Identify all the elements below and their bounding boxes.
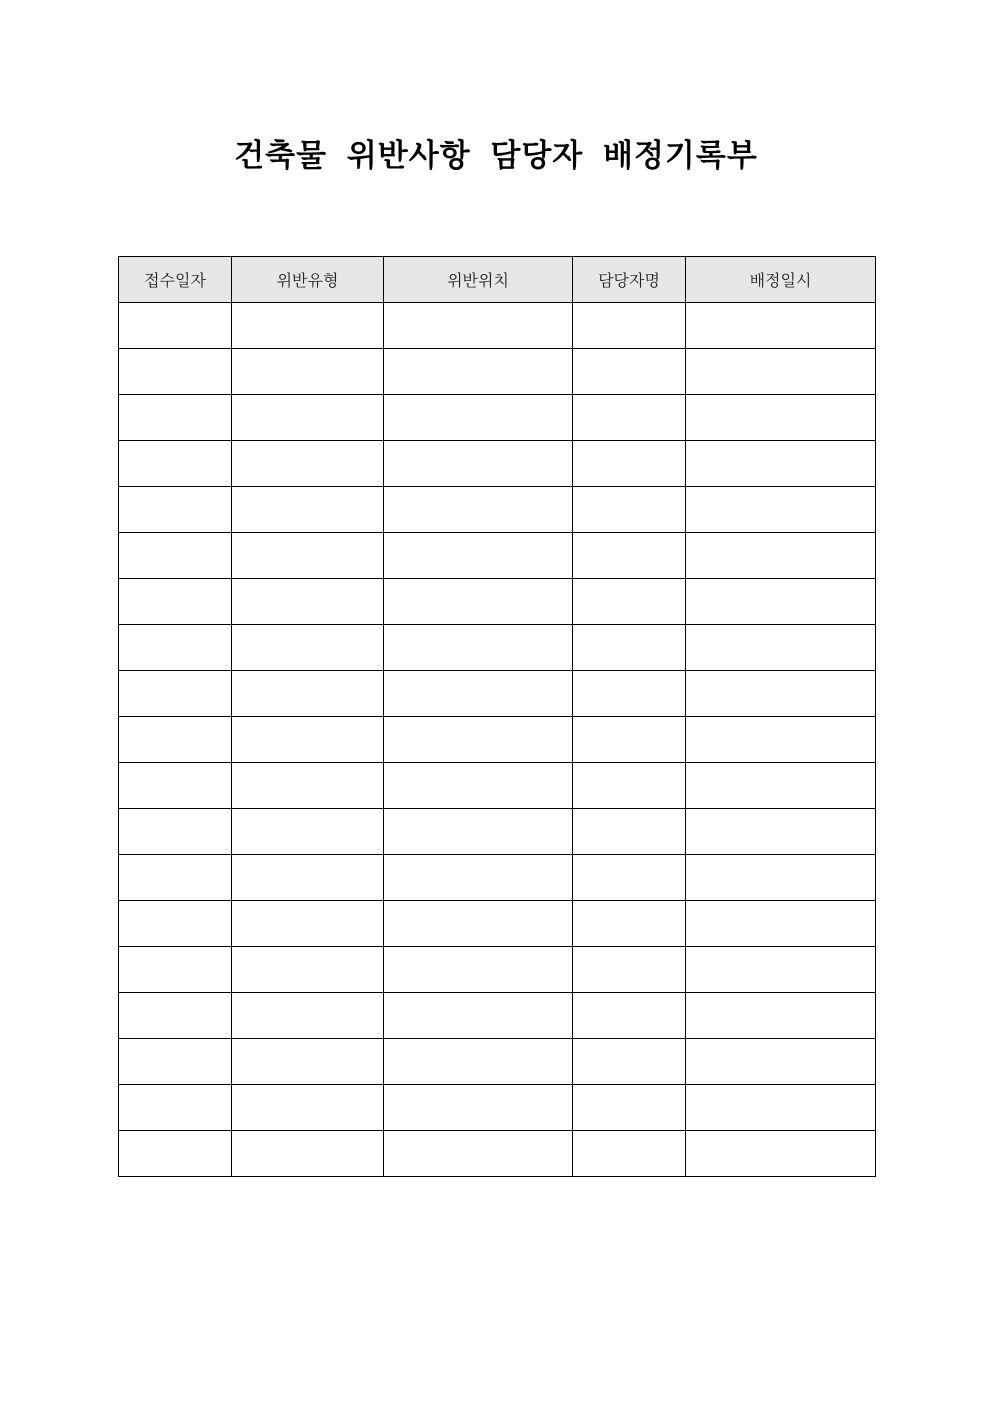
table-cell[interactable] bbox=[119, 901, 232, 947]
table-cell[interactable] bbox=[686, 395, 876, 441]
table-cell[interactable] bbox=[686, 763, 876, 809]
table-cell[interactable] bbox=[384, 671, 573, 717]
table-cell[interactable] bbox=[573, 901, 686, 947]
table-row bbox=[119, 579, 876, 625]
table-cell[interactable] bbox=[573, 855, 686, 901]
table-cell[interactable] bbox=[119, 717, 232, 763]
table-row bbox=[119, 441, 876, 487]
table-row bbox=[119, 901, 876, 947]
table-cell[interactable] bbox=[686, 579, 876, 625]
table-cell[interactable] bbox=[232, 533, 384, 579]
table-cell[interactable] bbox=[119, 763, 232, 809]
table-cell[interactable] bbox=[119, 349, 232, 395]
table-cell[interactable] bbox=[232, 993, 384, 1039]
table-cell[interactable] bbox=[119, 809, 232, 855]
table-cell[interactable] bbox=[686, 717, 876, 763]
table-cell[interactable] bbox=[573, 763, 686, 809]
table-cell[interactable] bbox=[573, 1039, 686, 1085]
table-cell[interactable] bbox=[119, 1131, 232, 1177]
table-row bbox=[119, 533, 876, 579]
table-cell[interactable] bbox=[119, 625, 232, 671]
table-cell[interactable] bbox=[232, 947, 384, 993]
table-cell[interactable] bbox=[573, 487, 686, 533]
table-cell[interactable] bbox=[232, 671, 384, 717]
table-cell[interactable] bbox=[573, 349, 686, 395]
table-row bbox=[119, 1131, 876, 1177]
table-cell[interactable] bbox=[384, 901, 573, 947]
table-cell[interactable] bbox=[686, 993, 876, 1039]
table-cell[interactable] bbox=[686, 487, 876, 533]
table-cell[interactable] bbox=[573, 625, 686, 671]
table-header-row bbox=[119, 257, 876, 303]
table-row bbox=[119, 763, 876, 809]
table-cell[interactable] bbox=[384, 1131, 573, 1177]
table-cell[interactable] bbox=[573, 579, 686, 625]
table-cell[interactable] bbox=[686, 809, 876, 855]
table-cell[interactable] bbox=[119, 1039, 232, 1085]
table-cell[interactable] bbox=[573, 809, 686, 855]
column-header-violation-location: 위반위치 bbox=[384, 257, 573, 303]
table-cell[interactable] bbox=[119, 1085, 232, 1131]
table-cell[interactable] bbox=[232, 303, 384, 349]
table-cell[interactable] bbox=[573, 993, 686, 1039]
table-cell[interactable] bbox=[384, 349, 573, 395]
table-row bbox=[119, 625, 876, 671]
table-cell[interactable] bbox=[686, 901, 876, 947]
table-cell[interactable] bbox=[232, 487, 384, 533]
table-row bbox=[119, 717, 876, 763]
table-cell[interactable] bbox=[686, 533, 876, 579]
table-row bbox=[119, 947, 876, 993]
column-header-assignment-datetime: 배정일시 bbox=[686, 257, 876, 303]
table-cell[interactable] bbox=[686, 441, 876, 487]
table-cell[interactable] bbox=[119, 579, 232, 625]
table-cell[interactable] bbox=[384, 303, 573, 349]
table-row bbox=[119, 993, 876, 1039]
table-row bbox=[119, 349, 876, 395]
table-cell[interactable] bbox=[119, 671, 232, 717]
table-cell[interactable] bbox=[232, 1085, 384, 1131]
table-cell[interactable] bbox=[119, 487, 232, 533]
column-header-assignee-name: 담당자명 bbox=[573, 257, 686, 303]
table-row bbox=[119, 809, 876, 855]
table-row bbox=[119, 1039, 876, 1085]
table-row bbox=[119, 487, 876, 533]
table-cell[interactable] bbox=[232, 717, 384, 763]
table-cell[interactable] bbox=[573, 947, 686, 993]
table-cell[interactable] bbox=[232, 625, 384, 671]
table-row bbox=[119, 395, 876, 441]
table-row bbox=[119, 855, 876, 901]
table-cell[interactable] bbox=[384, 487, 573, 533]
table-cell[interactable] bbox=[384, 947, 573, 993]
table-cell[interactable] bbox=[384, 441, 573, 487]
table-cell[interactable] bbox=[686, 349, 876, 395]
table-cell[interactable] bbox=[119, 395, 232, 441]
table-cell[interactable] bbox=[686, 1131, 876, 1177]
assignment-record-table bbox=[118, 256, 876, 1177]
table-cell[interactable] bbox=[573, 303, 686, 349]
table-cell[interactable] bbox=[119, 441, 232, 487]
table-cell[interactable] bbox=[573, 533, 686, 579]
table-cell[interactable] bbox=[119, 533, 232, 579]
table-cell[interactable] bbox=[686, 303, 876, 349]
table-body bbox=[119, 303, 876, 1177]
table-cell[interactable] bbox=[384, 855, 573, 901]
table-cell[interactable] bbox=[384, 579, 573, 625]
table-cell[interactable] bbox=[232, 901, 384, 947]
table-cell[interactable] bbox=[119, 303, 232, 349]
table-cell[interactable] bbox=[232, 1131, 384, 1177]
table-cell[interactable] bbox=[119, 855, 232, 901]
column-header-violation-type: 위반유형 bbox=[232, 257, 384, 303]
table-cell[interactable] bbox=[119, 993, 232, 1039]
table-cell[interactable] bbox=[232, 395, 384, 441]
table-cell[interactable] bbox=[686, 1039, 876, 1085]
table-cell[interactable] bbox=[384, 395, 573, 441]
table-row bbox=[119, 671, 876, 717]
table-cell[interactable] bbox=[573, 717, 686, 763]
table-cell[interactable] bbox=[232, 855, 384, 901]
table-cell[interactable] bbox=[232, 763, 384, 809]
table-row bbox=[119, 303, 876, 349]
table-cell[interactable] bbox=[232, 809, 384, 855]
table-cell[interactable] bbox=[384, 763, 573, 809]
document-title: 건축물 위반사항 담당자 배정기록부 bbox=[234, 138, 758, 174]
table-cell[interactable] bbox=[573, 441, 686, 487]
table-row bbox=[119, 1085, 876, 1131]
table-cell[interactable] bbox=[232, 441, 384, 487]
table-cell[interactable] bbox=[232, 349, 384, 395]
table-cell[interactable] bbox=[573, 1085, 686, 1131]
table-cell[interactable] bbox=[384, 625, 573, 671]
table-cell[interactable] bbox=[384, 1039, 573, 1085]
table-cell[interactable] bbox=[573, 1131, 686, 1177]
table-cell[interactable] bbox=[384, 1085, 573, 1131]
table-cell[interactable] bbox=[384, 993, 573, 1039]
table-cell[interactable] bbox=[686, 671, 876, 717]
table-cell[interactable] bbox=[686, 947, 876, 993]
column-header-receipt-date: 접수일자 bbox=[119, 257, 232, 303]
table-cell[interactable] bbox=[384, 717, 573, 763]
table-cell[interactable] bbox=[232, 579, 384, 625]
table-cell[interactable] bbox=[119, 947, 232, 993]
table-cell[interactable] bbox=[384, 533, 573, 579]
table-cell[interactable] bbox=[686, 1085, 876, 1131]
table-cell[interactable] bbox=[686, 855, 876, 901]
table-cell[interactable] bbox=[573, 395, 686, 441]
table-cell[interactable] bbox=[232, 1039, 384, 1085]
table-cell[interactable] bbox=[573, 671, 686, 717]
table-cell[interactable] bbox=[686, 625, 876, 671]
table-cell[interactable] bbox=[384, 809, 573, 855]
